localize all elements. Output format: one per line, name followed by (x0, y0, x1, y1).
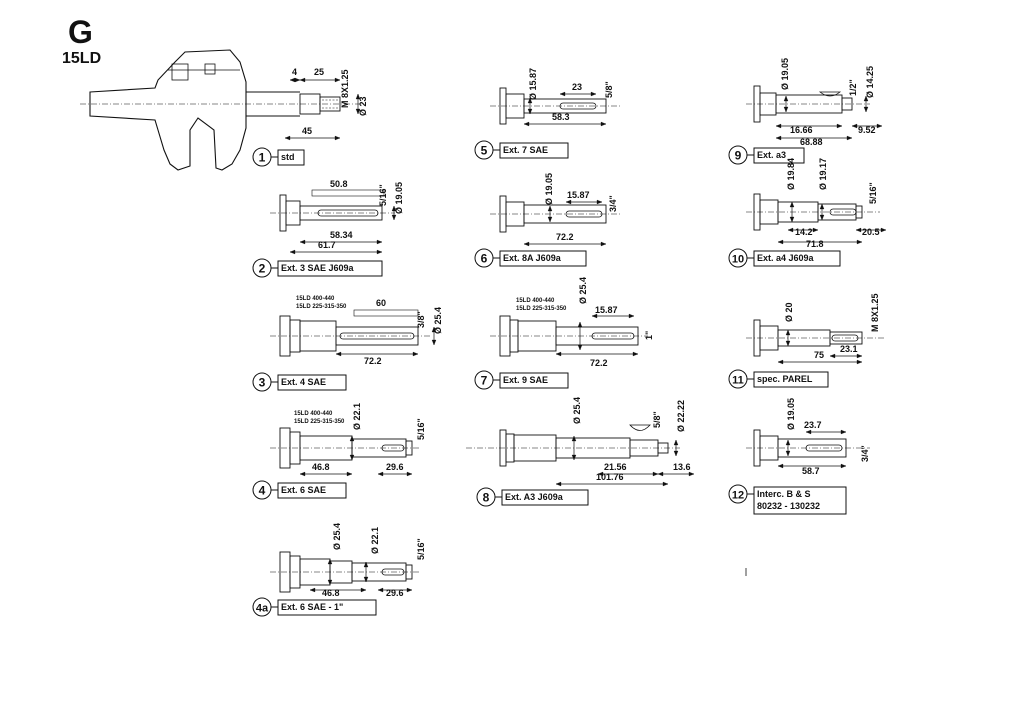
dimension-label: Ø 19.84 (786, 157, 796, 190)
shaft-label: Ext. a4 J609a (757, 253, 814, 263)
dimension-label: 61.7 (318, 240, 336, 250)
shaft-number-5: 5 (480, 143, 488, 158)
dimension-label: 16.66 (790, 125, 813, 135)
dimension-label: 13.6 (673, 462, 691, 472)
shaft-label: Ext. 6 SAE (281, 485, 327, 495)
dimension-label: 46.8 (322, 588, 340, 598)
dimension-label: 15.87 (595, 305, 618, 315)
shaft-number-1: 1 (258, 150, 266, 165)
shaft-label: Ext. a3 (757, 150, 787, 160)
dimension-label: 15LD 400-440 (516, 298, 555, 304)
dimension-label: Ø 22.1 (352, 402, 362, 430)
dimension-label: 58.3 (552, 112, 570, 122)
shaft-label: Ext. 4 SAE (281, 377, 327, 387)
dimension-label: Ø 14.25 (865, 65, 875, 98)
dimension-label: 23.1 (840, 344, 858, 354)
dimension-label: Ø 25.4 (578, 276, 588, 304)
dimension-label: 50.8 (330, 179, 348, 189)
dimension-label: 5/8" (652, 411, 662, 428)
dimension-label: 72.2 (364, 356, 382, 366)
dimension-label: Ø 25.4 (433, 306, 443, 334)
shaft-number-3: 3 (258, 375, 266, 390)
shaft-label: Interc. B & S (757, 489, 811, 499)
dimension-label: Ø 22.22 (676, 399, 686, 432)
dimension-label: 25 (314, 67, 325, 77)
dimension-label: 29.6 (386, 588, 404, 598)
dimension-label: 15LD 400-440 (296, 296, 335, 302)
dimension-label: 15LD 225-315-350 (296, 304, 347, 310)
dimension-label: 4 (292, 67, 298, 77)
shaft-number-4: 4 (258, 483, 266, 498)
dimension-label: 5/16" (416, 418, 426, 440)
shaft-number-12: 12 (731, 489, 745, 502)
shaft-number-9: 9 (734, 148, 742, 163)
dimension-label: M 8X1.25 (870, 293, 880, 332)
shaft-number-10: 10 (731, 253, 745, 266)
dimension-label: 5/16" (868, 182, 878, 204)
dimension-label: 5/16" (378, 184, 388, 206)
dimension-label: 46.8 (312, 462, 330, 472)
dimension-label: Ø 20 (784, 302, 794, 322)
shaft-label: Ext. 9 SAE (503, 375, 549, 385)
dimension-label: 1/2" (848, 79, 858, 96)
engine-model: 15LD (62, 50, 102, 67)
dimension-label: 3/4" (608, 195, 618, 212)
shaft-label: Ext. 6 SAE - 1" (281, 602, 344, 612)
dimension-label: 5/16" (416, 538, 426, 560)
dimension-label: 5/8" (604, 81, 614, 98)
dimension-label: 29.6 (386, 462, 404, 472)
shaft-number-8: 8 (482, 490, 490, 505)
shaft-label: std (281, 152, 295, 162)
dimension-label: 71.8 (806, 239, 824, 249)
dimension-label: Ø 19.05 (780, 57, 790, 90)
shaft-label: spec. PAREL (757, 374, 813, 384)
dimension-label: 72.2 (590, 358, 608, 368)
dimension-label: 58.7 (802, 466, 820, 476)
shaft-label: Ext. 7 SAE (503, 145, 549, 155)
dimension-label: 15LD 225-315-350 (294, 419, 345, 425)
shaft-number-7: 7 (480, 373, 488, 388)
dimension-label: Ø 15.87 (528, 67, 538, 100)
shaft-number-11: 11 (732, 374, 744, 387)
dimension-label: Ø 19.05 (544, 172, 554, 205)
dimension-label: 21.56 (604, 462, 627, 472)
dimension-label: Ø 25.4 (332, 522, 342, 550)
dimension-label: 3/8" (416, 311, 426, 328)
dimension-label: 14.2 (795, 227, 813, 237)
dimension-label: 45 (302, 126, 313, 136)
shaft-label: Ext. 8A J609a (503, 253, 561, 263)
dimension-label: 15LD 225-315-350 (516, 306, 567, 312)
dimension-label: 68.88 (800, 137, 823, 147)
dimension-label: Ø 19.17 (818, 157, 828, 190)
shaft-number-4a: 4a (255, 602, 269, 615)
dimension-label: Ø 19.05 (786, 397, 796, 430)
dimension-label: 23.7 (804, 420, 822, 430)
dimension-label: 3/4" (860, 445, 870, 462)
dimension-label: 9.52 (858, 125, 876, 135)
shaft-label: Ext. A3 J609a (505, 492, 563, 502)
dimension-label: 101.76 (596, 472, 624, 482)
dimension-label: 1" (644, 330, 654, 340)
dimension-label: 75 (814, 350, 825, 360)
dimension-label: 72.2 (556, 232, 574, 242)
dimension-label: Ø 25.4 (572, 396, 582, 424)
section-letter: G (68, 14, 93, 50)
dimension-label: 15LD 400-440 (294, 411, 333, 417)
dimension-label: M 8X1.25 (340, 69, 350, 108)
dimension-label: Ø 19.05 (394, 181, 404, 214)
shaft-number-6: 6 (480, 251, 488, 266)
dimension-label: 60 (376, 298, 387, 308)
dimension-label: 58.34 (330, 230, 353, 240)
shaft-label: 80232 - 130232 (757, 501, 821, 511)
dimension-label: 20.5 (862, 227, 880, 237)
dimension-label: 15.87 (567, 190, 590, 200)
shaft-number-2: 2 (258, 261, 266, 276)
shaft-label: Ext. 3 SAE J609a (281, 263, 354, 273)
dimension-label: 23 (572, 82, 583, 92)
dimension-label: Ø 23 (358, 96, 368, 116)
dimension-label: Ø 22.1 (370, 526, 380, 554)
